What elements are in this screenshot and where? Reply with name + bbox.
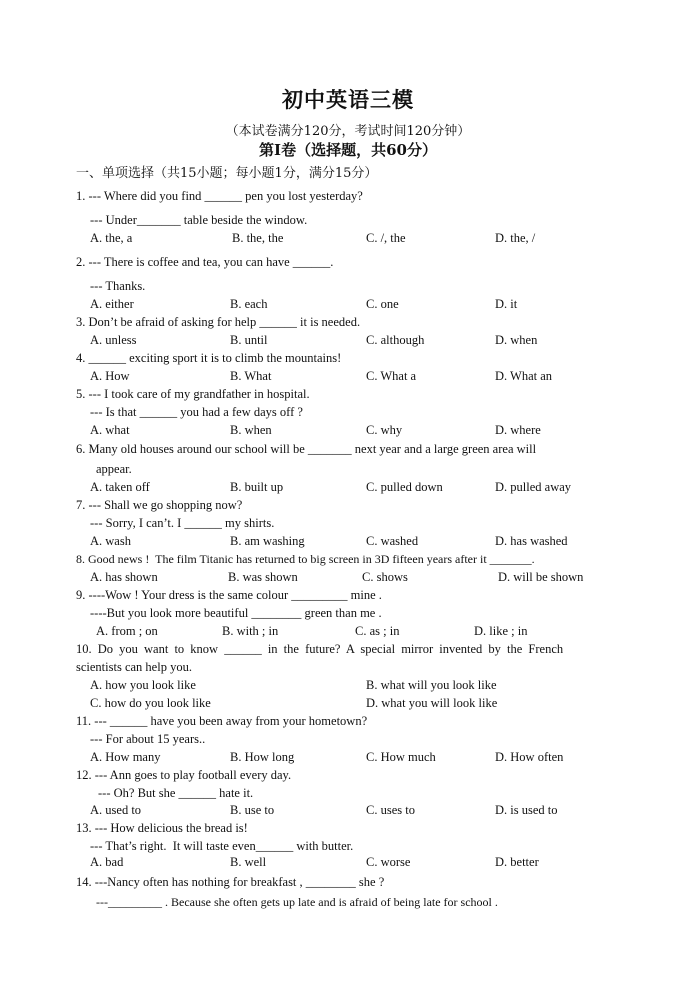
question-8-option-a: A. has shown (90, 570, 158, 584)
question-5-stem: 5. --- I took care of my grandfather in hospital. (76, 387, 310, 401)
question-9-option-b: B. with ; in (222, 624, 279, 638)
question-7-option-c: C. washed (366, 534, 419, 548)
question-2-stem: 2. --- There is coffee and tea, you can have ______. (76, 255, 334, 269)
question-2-option-b: B. each (230, 297, 268, 311)
question-4-option-b: B. What (230, 369, 272, 383)
question-6-option-b: B. built up (230, 480, 284, 494)
question-3-option-c: C. although (366, 333, 425, 347)
question-10-stem-continued: scientists can help you. (76, 660, 192, 674)
question-9-stem: 9. ----Wow ! Your dress is the same colour _________ mine . (76, 588, 382, 602)
question-7-reply: --- Sorry, I can’t. I ______ my shirts. (90, 516, 275, 530)
question-11-option-b: B. How long (230, 750, 295, 764)
question-8-option-c: C. shows (362, 570, 408, 584)
question-4-stem: 4. ______ exciting sport it is to climb the mountains! (76, 351, 342, 365)
question-13-stem: 13. --- How delicious the bread is! (76, 821, 248, 835)
question-12-option-d: D. is used to (495, 803, 558, 817)
question-7-option-a: A. wash (90, 534, 131, 548)
question-10-stem: 10. Do you want to know ______ in the future? A special mirror invented by the French (76, 642, 564, 656)
question-13-option-a: A. bad (90, 855, 124, 869)
page-title: 初中英语三模 (282, 87, 414, 112)
question-10-option-a: A. how you look like (90, 678, 196, 692)
question-1-option-a: A. the, a (90, 231, 133, 245)
question-12-stem: 12. --- Ann goes to play football every day. (76, 768, 292, 782)
question-10-option-d: D. what you will look like (366, 696, 498, 710)
question-5-reply: --- Is that ______ you had a few days off ? (90, 405, 303, 419)
question-8-stem: 8. Good news ! The film Titanic has returned to big screen in 3D fifteen years after it _______. (76, 552, 535, 566)
question-1-reply: --- Under_______ table beside the window. (90, 213, 308, 227)
question-12-reply: --- Oh? But she ______ hate it. (98, 786, 254, 800)
question-9-option-d: D. like ; in (474, 624, 528, 638)
question-7-stem: 7. --- Shall we go shopping now? (76, 498, 243, 512)
part-heading: 一、单项选择（共15小题；每小题1分，满分15分） (76, 166, 378, 181)
question-13-option-d: D. better (495, 855, 539, 869)
question-9-reply: ----But you look more beautiful ________ green than me . (90, 606, 382, 620)
question-2-option-d: D. it (495, 297, 518, 311)
question-7-option-d: D. has washed (495, 534, 568, 548)
question-3-stem: 3. Don’t be afraid of asking for help ______ it is needed. (76, 315, 361, 329)
question-6-stem-continued: appear. (96, 462, 132, 476)
question-5-option-b: B. when (230, 423, 272, 437)
question-4-option-a: A. How (90, 369, 130, 383)
question-9-option-a: A. from ; on (96, 624, 158, 638)
question-14-reply: ---_________ . Because she often gets up late and is afraid of being late for school . (96, 895, 498, 909)
question-2-reply: --- Thanks. (90, 279, 146, 293)
question-9-option-c: C. as ; in (355, 624, 400, 638)
question-13-option-c: C. worse (366, 855, 411, 869)
question-13-option-b: B. well (230, 855, 267, 869)
question-12-option-c: C. uses to (366, 803, 415, 817)
question-5-option-c: C. why (366, 423, 403, 437)
question-4-option-d: D. What an (495, 369, 553, 383)
question-11-reply: --- For about 15 years.. (90, 732, 206, 746)
question-10-option-c: C. how do you look like (90, 696, 211, 710)
question-10-option-b: B. what will you look like (366, 678, 497, 692)
question-11-option-d: D. How often (495, 750, 564, 764)
question-5-option-a: A. what (90, 423, 130, 437)
question-11-option-c: C. How much (366, 750, 436, 764)
question-5-option-d: D. where (495, 423, 541, 437)
question-2-option-c: C. one (366, 297, 399, 311)
question-1-option-c: C. /, the (366, 231, 406, 245)
question-4-option-c: C. What a (366, 369, 417, 383)
question-3-option-b: B. until (230, 333, 268, 347)
question-3-option-a: A. unless (90, 333, 137, 347)
question-12-option-a: A. used to (90, 803, 142, 817)
question-1-stem: 1. --- Where did you find ______ pen you lost yesterday? (76, 189, 363, 203)
question-3-option-d: D. when (495, 333, 538, 347)
question-7-option-b: B. am washing (230, 534, 305, 548)
question-6-option-a: A. taken off (90, 480, 150, 494)
question-11-option-a: A. How many (90, 750, 161, 764)
question-13-reply: --- That’s right. It will taste even______ with butter. (90, 839, 354, 853)
question-2-option-a: A. either (90, 297, 134, 311)
question-6-option-c: C. pulled down (366, 480, 443, 494)
question-6-option-d: D. pulled away (495, 480, 572, 494)
question-1-option-d: D. the, / (495, 231, 536, 245)
question-8-option-b: B. was shown (228, 570, 298, 584)
question-14-stem: 14. ---Nancy often has nothing for breakfast , ________ she ? (76, 875, 385, 889)
question-6-stem: 6. Many old houses around our school will be _______ next year and a large green area will (76, 442, 537, 456)
exam-subtitle: （本试卷满分120分，考试时间120分钟） (225, 124, 471, 139)
question-8-option-d: D. will be shown (498, 570, 584, 584)
question-12-option-b: B. use to (230, 803, 275, 817)
section-title: 第I卷（选择题，共60分） (259, 141, 437, 159)
question-11-stem: 11. --- ______ have you been away from your hometown? (76, 714, 368, 728)
question-1-option-b: B. the, the (232, 231, 284, 245)
